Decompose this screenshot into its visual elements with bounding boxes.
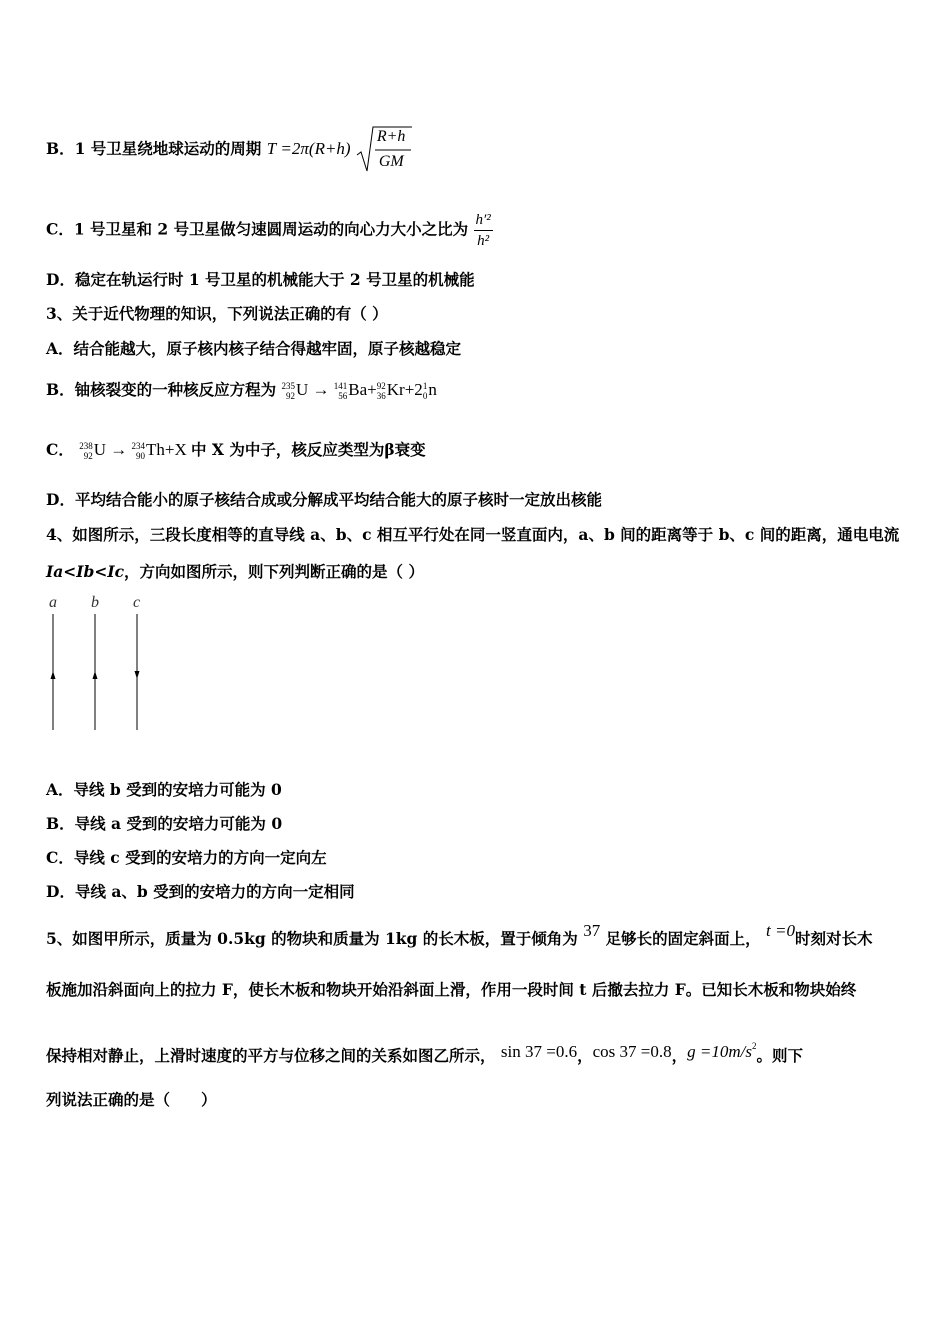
arrow-up-icon bbox=[51, 671, 56, 679]
q5-line3: 保持相对静止，上滑时速度的平方与位移之间的关系如图乙所示， sin 37 =0.6，cos 37 =0.8，$g =10m/s^2$。则下 bbox=[46, 1041, 803, 1065]
q3-option-a: A．结合能越大，原子核内核子结合得越牢固，原子核越稳定 bbox=[46, 339, 462, 358]
q4-stem-line2: Ia<Ib<Ic，方向如图所示，则下列判断正确的是（ ） bbox=[46, 562, 424, 581]
wire-b bbox=[93, 614, 98, 730]
sqrt-symbol: R+h GM bbox=[355, 125, 413, 175]
decay-equation: 238 92 U → 234 90 Th+X bbox=[79, 440, 187, 462]
wire-label-b: b bbox=[91, 594, 99, 611]
q5-line4: 列说法正确的是（ ） bbox=[46, 1090, 217, 1109]
q4-stem-line1: 4、如图所示，三段长度相等的直导线 a、b、c 相互平行处在同一竖直面内，a、b 间的距离等于 b、c 间的距离，通电电流 bbox=[46, 525, 900, 544]
cos-value: cos 37 =0.8 bbox=[592, 1042, 672, 1061]
q2-option-c bbox=[46, 210, 493, 251]
arrow-up-icon bbox=[93, 671, 98, 679]
q3-option-b: B．铀核裂变的一种核反应方程为 235 92 U → 141 56 Ba+ 92 36 Kr+2 1 0 n bbox=[46, 380, 437, 402]
q3-option-c: C． 238 92 U → 234 90 Th+X 中 X 为中子，核反应类型为β衰变 bbox=[46, 440, 426, 462]
q2-option-c-text: C．1 号卫星和 2 号卫星做匀速圆周运动的向心力大小之比为 bbox=[46, 219, 469, 239]
wire-label-c: c bbox=[133, 594, 141, 611]
q4-option-a: A．导线 b 受到的安培力可能为 0 bbox=[46, 780, 282, 799]
t-zero: t =0 bbox=[766, 921, 795, 940]
current-relation: Ia<Ib<Ic bbox=[46, 562, 125, 581]
q2-option-d: D．稳定在轨运行时 1 号卫星的机械能大于 2 号卫星的机械能 bbox=[46, 270, 475, 289]
fission-equation: 235 92 U → 141 56 Ba+ 92 36 Kr+2 1 0 n bbox=[281, 380, 437, 402]
sin-value: sin 37 =0.6 bbox=[500, 1042, 578, 1061]
angle-value: 37 bbox=[583, 921, 601, 940]
wires-figure bbox=[40, 592, 160, 737]
force-ratio-fraction: $\frac{\text{h′²}}{\text{h²}}$ bbox=[475, 212, 491, 249]
wire-label-a: a bbox=[49, 594, 57, 611]
wire-c bbox=[135, 614, 140, 730]
reaction-arrow: → bbox=[312, 380, 330, 399]
q4-option-c: C．导线 c 受到的安培力的方向一定向左 bbox=[46, 848, 327, 867]
q3-option-d: D．平均结合能小的原子核结合成或分解成平均结合能大的原子核时一定放出核能 bbox=[46, 490, 602, 509]
period-formula: T =2π(R+h) R+h GM bbox=[267, 139, 413, 158]
q5-line1: 5、如图甲所示，质量为 0.5kg 的物块和质量为 1kg 的长木板，置于倾角为 37 足够长的固定斜面上， t =0时刻对长木 bbox=[46, 921, 873, 948]
g-value: $g =10m/s^2$ bbox=[687, 1041, 757, 1061]
q4-option-b: B．导线 a 受到的安培力可能为 0 bbox=[46, 814, 283, 833]
q2-option-b-text: B．1 号卫星绕地球运动的周期 bbox=[46, 138, 262, 158]
arrow-down-icon bbox=[135, 671, 140, 679]
q2-option-b bbox=[46, 125, 413, 175]
q3-stem: 3、关于近代物理的知识，下列说法正确的有（ ） bbox=[46, 304, 388, 323]
wire-a bbox=[51, 614, 56, 730]
q5-line2: 板施加沿斜面向上的拉力 F，使长木板和物块开始沿斜面上滑，作用一段时间 t 后撤去拉力 F。已知长木板和物块始终 bbox=[46, 980, 857, 999]
q4-option-d: D．导线 a、b 受到的安培力的方向一定相同 bbox=[46, 882, 355, 901]
